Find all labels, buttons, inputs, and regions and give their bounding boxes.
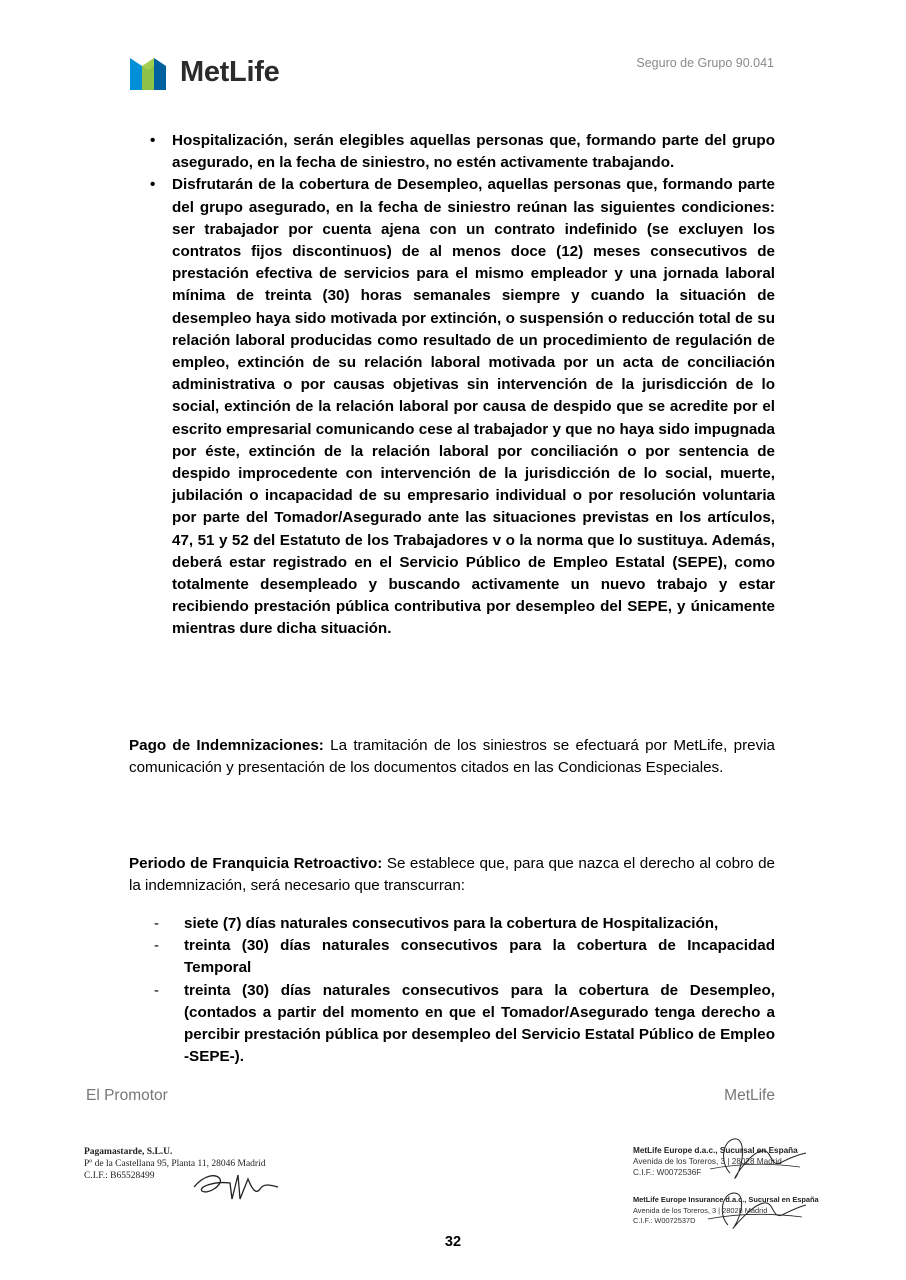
metlife-insurance-address: Avenida de los Toreros, 3 | 28028 Madrid [633, 1205, 768, 1215]
page-number: 32 [444, 1234, 462, 1250]
logo-text: MetLife [180, 55, 280, 88]
bullet-item [150, 130, 775, 174]
metlife-label: MetLife [724, 1087, 775, 1104]
list-item-text: siete (7) días naturales consecutivos para la cobertura de Hospitalización, [184, 915, 719, 932]
promotor-cif: C.I.F.: B65528499 [84, 1171, 155, 1181]
metlife-europe-signature [700, 1133, 810, 1185]
metlife-logo-icon [128, 52, 168, 92]
bullet-dot: • [150, 176, 156, 194]
metlife-europe-cif: C.I.F.: W0072536F [633, 1168, 702, 1177]
list-item [150, 935, 775, 979]
metlife-insurance-name: MetLife Europe Insurance d.a.c., Sucursal en España [633, 1195, 819, 1204]
bullet-dot: • [150, 132, 156, 149]
list-item-text: treinta (30) días naturales consecutivos para la cobertura de Desempleo, (contados a partir del momento en que el Tomador/Asegurado tenga derecho a percibir prestación pública por desempleo del Servicio Estatal Público de Empleo -SEPE-). [184, 981, 775, 1066]
metlife-insurance-cif: C.I.F.: W0072537D [633, 1216, 696, 1225]
franquicia-paragraph [129, 853, 775, 897]
franquicia-label: Periodo de Franquicia Retroactivo: [129, 855, 383, 872]
eligibility-bullets [150, 130, 775, 641]
promotor-signature [190, 1165, 282, 1205]
list-item [150, 913, 775, 935]
dash-marker: - [154, 981, 160, 999]
list-item [150, 980, 775, 1069]
promotor-label: El Promotor [86, 1087, 168, 1104]
pago-paragraph [129, 735, 775, 779]
bullet-text: Disfrutarán de la cobertura de Desempleo, aquellas personas que, formando parte del grupo asegurado, en la fecha de siniestro reúnan las siguientes condiciones: ser trabajador por cuenta ajena con un contrato indefinido (se excluyen los contratos fijos discontinuos) de al menos doce (12) meses consecutivos de prestación efectiva de servicios para el mismo empleador y una jornada laboral mínima de treinta (30) horas semanales siempre y cuando la situación de desempleo haya sido motivada por extinción, o suspensión o reducción total de su relación laboral producidas como resultado de un procedimiento de regulación de empleo, extinción de su relación laboral motivada por un acta de conciliación administrativa o por causas objetivas sin intervención de la jurisdicción de lo social, extinción de la relación laboral por causa de despido que se acredite por el escrito empresarial comunicando cese al trabajador y que no haya sido impugnada por éste, extinción de la relación laboral por conciliación o por sentencia de despido improcedente con intervención de la jurisdicción de lo social, muerte, jubilación o incapacidad de su empresario individual o por resolución voluntaria por parte del Tomador/Asegurado ante las situaciones previstas en los artículos, 47, 51 y 52 del Estatuto de los Trabajadores v o la norma que lo sustituya. Además, deberá estar registrado en el Servicio Público de Empleo Estatal (SEPE), como totalmente desempleado y buscando activamente un nuevo trabajo y estar recibiendo prestación pública contributiva por desempleo del SEPE, y únicamente mientras dure dicha situación. [172, 176, 775, 638]
franquicia-text: Se establece que, para que nazca el derecho al cobro de la indemnización, será necesario que transcurran: [129, 855, 775, 894]
metlife-logo [128, 52, 279, 92]
pago-text: La tramitación de los siniestros se efectuará por MetLife, previa comunicación y presentación de los documentos citados en las Condicionas Especiales. [129, 737, 775, 776]
metlife-insurance-signature [700, 1187, 810, 1235]
dash-marker: - [154, 937, 160, 955]
pago-label: Pago de Indemnizaciones: [129, 737, 324, 754]
dash-marker: - [154, 915, 160, 932]
promotor-name: Pagamastarde, S.L.U. [84, 1147, 173, 1157]
policy-reference: Seguro de Grupo 90.041 [636, 56, 774, 70]
list-item-text: treinta (30) días naturales consecutivos para la cobertura de Incapacidad Temporal [184, 937, 775, 977]
bullet-text: Hospitalización, serán elegibles aquellas personas que, formando parte del grupo asegurado, en la fecha de siniestro, no estén activamente trabajando. [172, 132, 775, 172]
metlife-europe-name: MetLife Europe d.a.c., Sucursal en España [633, 1146, 798, 1155]
promotor-address: Pº de la Castellana 95, Planta 11, 28046 Madrid [84, 1159, 266, 1169]
franquicia-list [150, 913, 775, 1068]
metlife-europe-address: Avenida de los Toreros, 3 | 28028 Madrid [633, 1157, 782, 1166]
bullet-item [150, 174, 775, 640]
